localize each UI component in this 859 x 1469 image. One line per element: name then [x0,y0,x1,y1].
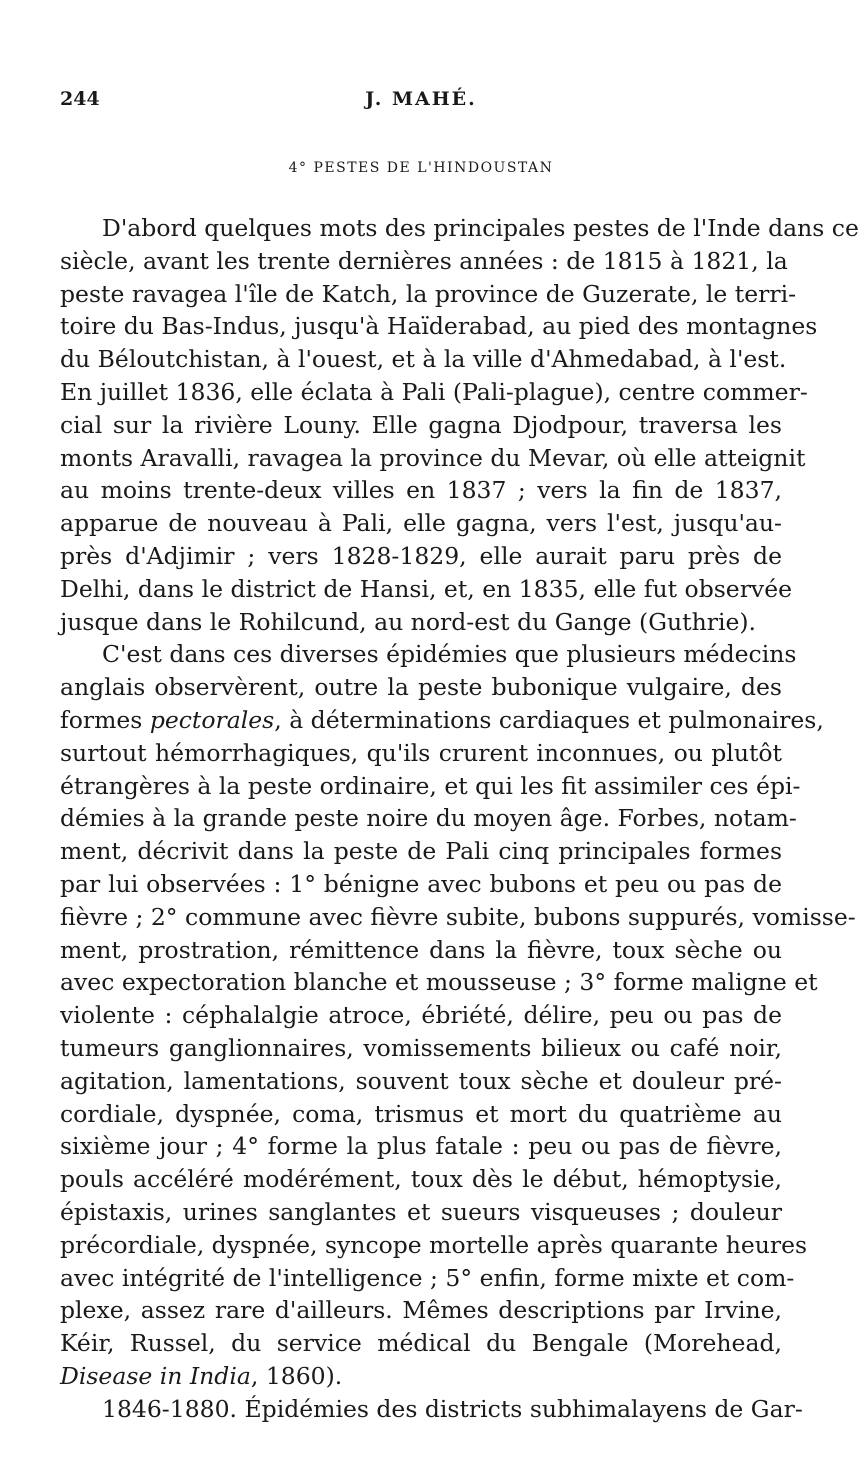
text-line: ment, décrivit dans la peste de Pali cinq principales formes [60,837,782,866]
text-line: apparue de nouveau à Pali, elle gagna, vers l'est, jusqu'au- [60,509,782,538]
italic-text: pectorales [149,705,275,734]
text-line: formes pectorales, à déterminations cardiaques et pulmonaires, [60,705,824,734]
paragraph-1 [60,212,859,638]
text-line: Disease in India, 1860). [60,1361,343,1390]
text-line: pouls accéléré modérément, toux dès le début, hémoptysie, [60,1165,782,1194]
text-line: au moins trente-deux villes en 1837 ; vers la fin de 1837, [60,476,782,505]
text-line: agitation, lamentations, souvent toux sèche et douleur pré- [60,1066,782,1095]
text-line: démies à la grande peste noire du moyen âge. Forbes, notam- [60,804,797,833]
text-line: violente : céphalalgie atroce, ébriété, délire, peu ou pas de [60,1001,782,1030]
text-line: D'abord quelques mots des principales pestes de l'Inde dans ce [102,214,859,242]
section-heading: 4° PESTES DE L'HINDOUSTAN [288,160,554,176]
text-line: par lui observées : 1° bénigne avec bubons et peu ou pas de [60,869,782,898]
text-line: peste ravagea l'île de Katch, la province de Guzerate, le terri- [60,279,797,308]
text-line: C'est dans ces diverses épidémies que plusieurs médecins [102,640,797,669]
book-page [60,0,859,1469]
running-head [60,88,782,112]
text-line: du Béloutchistan, à l'ouest, et à la ville d'Ahmedabad, à l'est. [60,345,787,374]
text-line: fièvre ; 2° commune avec fièvre subite, bubons suppurés, vomisse- [60,902,856,931]
text-line: précordiale, dyspnée, syncope mortelle après quarante heures [60,1230,808,1259]
text-line: toire du Bas-Indus, jusqu'à Haïderabad, au pied des montagnes [60,312,818,341]
text-line: surtout hémorrhagiques, qu'ils crurent inconnues, ou plutôt [60,738,782,767]
text-line: En juillet 1836, elle éclata à Pali (Pali-plague), centre commer- [60,377,808,406]
text-line: Kéir, Russel, du service médical du Bengale (Morehead, [60,1329,782,1358]
paragraph-2 [60,638,856,1392]
italic-text: Disease in India [60,1361,251,1390]
text-line: siècle, avant les trente dernières années : de 1815 à 1821, la [60,246,788,275]
text-line: cial sur la rivière Louny. Elle gagna Djodpour, traversa les [60,410,782,439]
text-line: étrangères à la peste ordinaire, et qui les fit assimiler ces épi- [60,771,801,800]
text-line: ment, prostration, rémittence dans la fièvre, toux sèche ou [60,935,782,964]
text-line: épistaxis, urines sanglantes et sueurs visqueuses ; douleur [60,1197,782,1226]
text-line: 1846-1880. Épidémies des districts subhimalayens de Gar- [102,1394,803,1423]
text-line: monts Aravalli, ravagea la province du Mevar, où elle atteignit [60,443,806,472]
page-number: 244 [60,88,100,110]
running-head-author: J. MAHÉ. [365,88,477,110]
paragraph-3 [60,1393,803,1426]
text-line: plexe, assez rare d'ailleurs. Mêmes descriptions par Irvine, [60,1296,782,1325]
text-line: près d'Adjimir ; vers 1828-1829, elle aurait paru près de [60,541,782,570]
text-line: tumeurs ganglionnaires, vomissements bilieux ou café noir, [60,1033,782,1062]
text-line: jusque dans le Rohilcund, au nord-est du Gange (Guthrie). [60,607,757,636]
text-line: anglais observèrent, outre la peste bubonique vulgaire, des [60,673,782,702]
text-line: avec expectoration blanche et mousseuse ; 3° forme maligne et [60,968,818,997]
body-text [60,212,859,1425]
text-line: cordiale, dyspnée, coma, trismus et mort du quatrième au [60,1099,782,1128]
text-line: avec intégrité de l'intelligence ; 5° enfin, forme mixte et com- [60,1263,795,1292]
text-line: sixième jour ; 4° forme la plus fatale : peu ou pas de fièvre, [60,1132,782,1161]
text-line: Delhi, dans le district de Hansi, et, en 1835, elle fut observée [60,574,793,603]
